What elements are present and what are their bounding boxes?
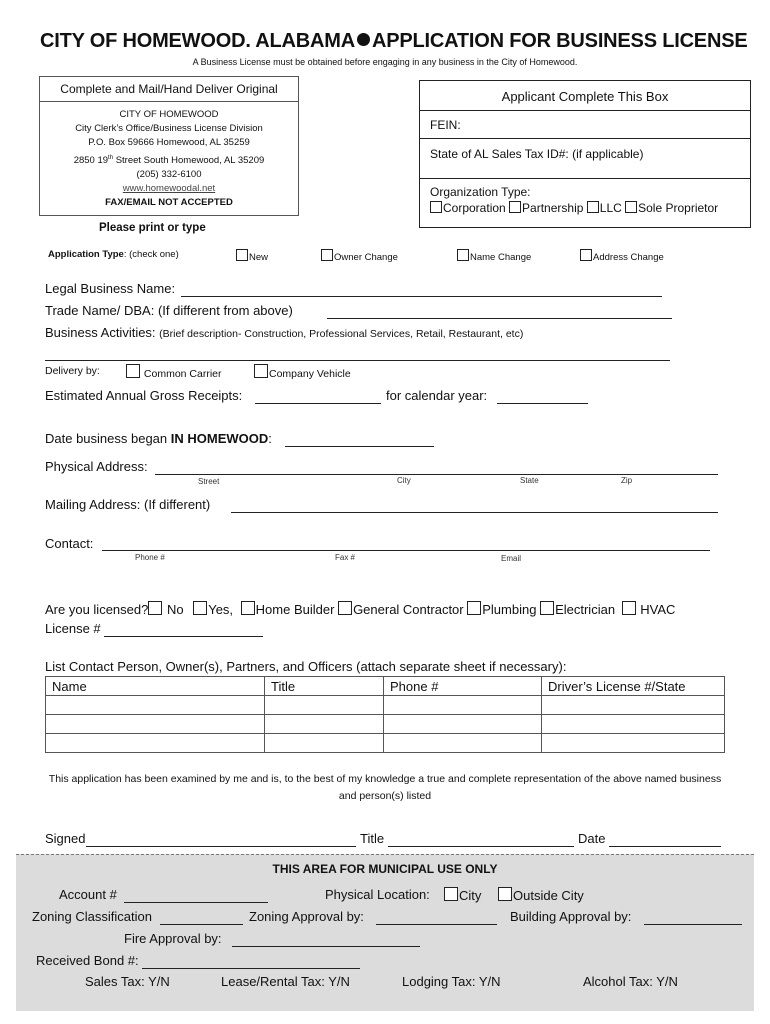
mailing-address-label: Mailing Address: (If different): [45, 497, 211, 512]
trade-name-label: Trade Name/ DBA: (If different from above): [45, 303, 293, 318]
activities-input[interactable]: [45, 360, 670, 361]
activities-label: [45, 325, 523, 340]
addr-city-hint: City: [397, 476, 411, 485]
electrician-checkbox[interactable]: [540, 601, 554, 615]
contact-input[interactable]: [102, 550, 710, 551]
contacts-caption: List Contact Person, Owner(s), Partners, and Officers (attach separate sheet if necessary):: [45, 659, 567, 674]
addr-state-hint: State: [520, 476, 539, 485]
building-approval-label: Building Approval by:: [510, 909, 632, 924]
activities-text: Business Activities:: [45, 325, 156, 340]
loc-city-option[interactable]: [444, 887, 481, 903]
loc-city-label: City: [459, 888, 482, 903]
title-right: APPLICATION FOR BUSINESS LICENSE: [371, 30, 748, 52]
received-bond-input[interactable]: [142, 968, 360, 969]
app-type-new[interactable]: [236, 249, 268, 263]
addr-street-hint: Street: [198, 477, 220, 486]
addr-zip-hint: Zip: [621, 476, 633, 485]
mail-line-4: [40, 151, 298, 168]
legal-name-label: Legal Business Name:: [45, 281, 176, 296]
mail-box-heading: Complete and Mail/Hand Deliver Original: [40, 77, 298, 102]
app-type-owner-change[interactable]: [321, 249, 398, 263]
legal-name-input[interactable]: [181, 296, 662, 297]
org-corporation-label: Corporation: [443, 201, 506, 215]
signed-input[interactable]: [86, 846, 356, 847]
contact-label: Contact:: [45, 536, 94, 551]
contacts-table: [45, 676, 725, 753]
street-rest: Street South Homewood, AL 35209: [113, 154, 265, 166]
app-type-name-checkbox[interactable]: [457, 249, 469, 261]
mail-line-1: CITY OF HOMEWOOD: [119, 109, 219, 120]
general-contractor-checkbox[interactable]: [338, 601, 352, 615]
org-llc-label: LLC: [599, 201, 622, 215]
company-vehicle-label: Company Vehicle: [269, 368, 351, 380]
street-suffix: th: [108, 154, 114, 161]
hvac-checkbox[interactable]: [622, 601, 636, 615]
certification-text: This application has been examined by me and is, to the best of my knowledge a true and complete representation of the above named business and person(s) listed: [48, 773, 722, 802]
company-vehicle-checkbox[interactable]: [254, 364, 268, 378]
col-title: Title: [265, 677, 384, 696]
sales-tax-yn: Sales Tax: Y/N: [85, 974, 170, 989]
date-began-pre: Date business began: [45, 431, 171, 446]
applicant-box-heading: Applicant Complete This Box: [420, 81, 750, 111]
licensed-no-label: No: [166, 602, 184, 617]
fire-approval-input[interactable]: [232, 946, 420, 947]
website-link[interactable]: www.homewoodal.net: [122, 183, 216, 195]
sales-tax-label: State of AL Sales Tax ID#: (if applicable): [430, 147, 644, 161]
sig-date-input[interactable]: [609, 846, 721, 847]
sig-title-label: Title: [360, 831, 385, 846]
fein-label: FEIN:: [430, 118, 461, 132]
fax-note: FAX/EMAIL NOT ACCEPTED: [105, 197, 233, 209]
sig-title-input[interactable]: [388, 846, 574, 847]
zoning-approval-label: Zoning Approval by:: [249, 909, 364, 924]
street-number: 2850 19: [73, 154, 109, 166]
sales-tax-field[interactable]: [420, 139, 750, 179]
applicant-box: [419, 80, 751, 228]
plumbing-checkbox[interactable]: [467, 601, 481, 615]
electrician-label: Electrician: [555, 602, 616, 617]
col-phone: Phone #: [384, 677, 542, 696]
calendar-year-label: for calendar year:: [386, 388, 488, 403]
lease-tax-yn: Lease/Rental Tax: Y/N: [221, 974, 350, 989]
hvac-label: HVAC: [640, 602, 676, 617]
received-bond-label: Received Bond #:: [36, 953, 139, 968]
mail-instructions-box: [39, 76, 299, 216]
sig-date-label: Date: [578, 831, 606, 846]
delivery-company-vehicle[interactable]: [254, 364, 351, 380]
loc-outside-option[interactable]: [498, 887, 584, 903]
app-type-owner-checkbox[interactable]: [321, 249, 333, 261]
org-sole-proprietor-label: Sole Proprietor: [638, 201, 719, 215]
contact-phone-hint: Phone #: [135, 553, 165, 562]
bullet-icon: [357, 33, 370, 46]
app-type-name-change[interactable]: [457, 249, 531, 263]
table-row[interactable]: [46, 715, 725, 734]
general-contractor-label: General Contractor: [353, 602, 464, 617]
common-carrier-checkbox[interactable]: [126, 364, 140, 378]
fein-field[interactable]: [420, 111, 750, 139]
app-type-name-label: Name Change: [470, 252, 532, 263]
org-corporation-checkbox[interactable]: [430, 201, 442, 213]
calendar-year-input[interactable]: [497, 403, 588, 404]
org-partnership-checkbox[interactable]: [509, 201, 521, 213]
building-approval-input[interactable]: [644, 924, 742, 925]
table-row[interactable]: [46, 734, 725, 753]
common-carrier-label: Common Carrier: [143, 368, 222, 380]
mail-line-5: (205) 332-6100: [136, 168, 202, 180]
license-number-label: License #: [45, 621, 101, 636]
delivery-label: Delivery by:: [45, 365, 100, 377]
licensed-yes-checkbox[interactable]: [193, 601, 207, 615]
physical-location-label: Physical Location:: [325, 887, 430, 902]
table-header-row: [46, 677, 725, 696]
app-type-owner-label: Owner Change: [334, 252, 398, 263]
print-note: Please print or type: [99, 222, 206, 234]
app-type-new-label: New: [249, 252, 269, 263]
licensed-row: [45, 601, 675, 617]
mail-line-2: City Clerk’s Office/Business License Division: [75, 123, 263, 135]
app-type-rest: : (check one): [123, 249, 179, 260]
app-type-bold: Application Type: [48, 249, 124, 260]
table-row[interactable]: [46, 696, 725, 715]
mail-line-3: P.O. Box 59666 Homewood, AL 35259: [88, 137, 250, 149]
org-llc-checkbox[interactable]: [587, 201, 599, 213]
account-input[interactable]: [124, 902, 268, 903]
licensed-yes-label: Yes,: [208, 602, 234, 617]
loc-outside-checkbox[interactable]: [498, 887, 512, 901]
page-title: [40, 30, 747, 53]
plumbing-label: Plumbing: [482, 602, 537, 617]
app-type-new-checkbox[interactable]: [236, 249, 248, 261]
date-began-bold: IN HOMEWOOD: [170, 431, 269, 446]
licensed-question: Are you licensed?: [45, 602, 149, 617]
zoning-class-label: Zoning Classification: [32, 909, 152, 924]
license-number-input[interactable]: [104, 636, 263, 637]
municipal-heading: THIS AREA FOR MUNICIPAL USE ONLY: [272, 862, 498, 876]
gross-receipts-input[interactable]: [255, 403, 381, 404]
org-sole-proprietor-checkbox[interactable]: [625, 201, 637, 213]
col-license: Driver’s License #/State: [542, 677, 725, 696]
org-type-label: Organization Type:: [430, 185, 531, 199]
signed-label: Signed: [45, 831, 86, 846]
alcohol-tax-yn: Alcohol Tax: Y/N: [583, 974, 678, 989]
account-label: Account #: [59, 887, 117, 902]
app-type-address-checkbox[interactable]: [580, 249, 592, 261]
trade-name-input[interactable]: [327, 318, 672, 319]
activities-hint: (Brief description- Construction, Professional Services, Retail, Restaurant, etc): [159, 328, 524, 340]
zoning-approval-input[interactable]: [376, 924, 497, 925]
loc-outside-label: Outside City: [513, 888, 584, 903]
app-type-address-change[interactable]: [580, 249, 664, 263]
fire-approval-label: Fire Approval by:: [124, 931, 222, 946]
contact-email-hint: Email: [501, 554, 522, 563]
subtitle: A Business License must be obtained before engaging in any business in the City of Homewood.: [192, 57, 578, 67]
org-partnership-label: Partnership: [522, 201, 584, 215]
physical-address-label: Physical Address:: [45, 459, 148, 474]
mailing-address-input[interactable]: [231, 512, 718, 513]
home-builder-label: Home Builder: [255, 602, 335, 617]
physical-address-input[interactable]: [155, 474, 718, 475]
col-name: Name: [46, 677, 265, 696]
licensed-no-checkbox[interactable]: [148, 601, 162, 615]
gross-receipts-label: Estimated Annual Gross Receipts:: [45, 388, 243, 403]
zoning-class-input[interactable]: [160, 924, 243, 925]
app-type-address-label: Address Change: [593, 252, 664, 263]
date-began-input[interactable]: [285, 446, 434, 447]
delivery-common-carrier[interactable]: [126, 364, 222, 380]
loc-city-checkbox[interactable]: [444, 887, 458, 901]
title-left: CITY OF HOMEWOOD. ALABAMA: [40, 30, 355, 52]
home-builder-checkbox[interactable]: [241, 601, 255, 615]
date-began-label: [45, 431, 272, 446]
contact-fax-hint: Fax #: [335, 553, 356, 562]
lodging-tax-yn: Lodging Tax: Y/N: [402, 974, 501, 989]
application-type-label: [48, 249, 179, 260]
date-began-post: :: [268, 431, 272, 446]
